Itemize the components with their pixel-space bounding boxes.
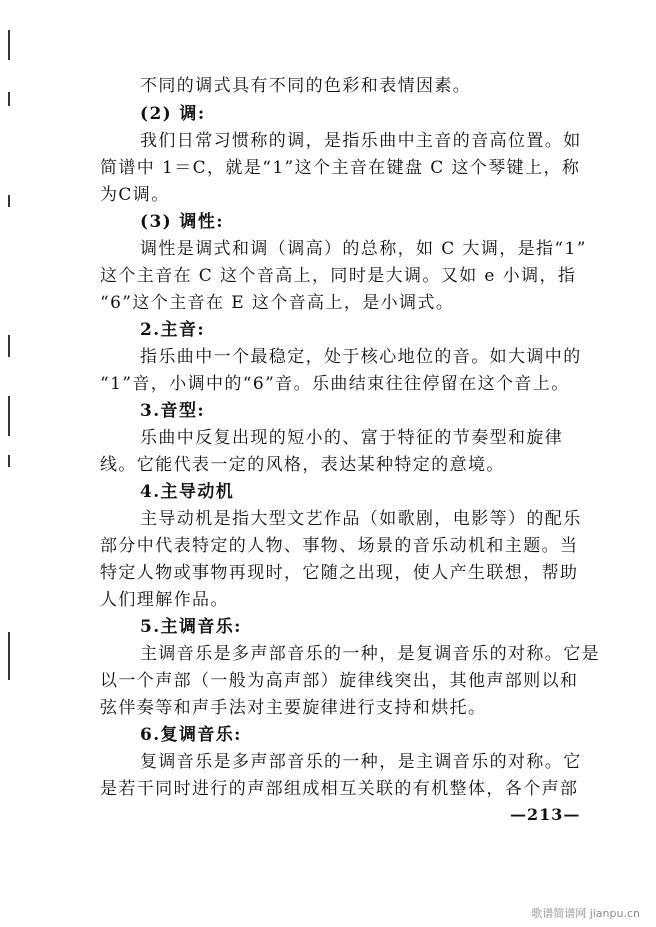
body-text-line: 不同的调式具有不同的色彩和表情因素。 bbox=[140, 76, 472, 96]
body-text-line: 简谱中 1＝C，就是“1”这个主音在键盘 C 这个琴键上，称 bbox=[100, 158, 581, 178]
body-text-line: 人们理解作品。 bbox=[100, 590, 229, 610]
body-text-line: “6”这个主音在 E 这个音高上，是小调式。 bbox=[100, 293, 455, 313]
section-heading: 4.主导动机 bbox=[140, 482, 235, 502]
body-text-line: 我们日常习惯称的调，是指乐曲中主音的音高位置。如 bbox=[140, 131, 582, 151]
body-text-line: 是若干同时进行的声部组成相互关联的有机整体，各个声部 bbox=[100, 779, 579, 799]
section-heading: 5.主调音乐: bbox=[140, 617, 242, 637]
body-text-line: 主调音乐是多声部音乐的一种，是复调音乐的对称。它是 bbox=[140, 644, 600, 664]
site-watermark: 歌谱简谱网 jianpu.cn bbox=[531, 907, 640, 920]
section-heading: 2.主音: bbox=[140, 320, 206, 340]
body-text-line: 为C调。 bbox=[100, 185, 170, 205]
body-text-line: 弦伴奏等和声手法对主要旋律进行支持和烘托。 bbox=[100, 698, 487, 718]
body-text-line: 指乐曲中一个最稳定，处于核心地位的音。如大调中的 bbox=[140, 347, 582, 367]
section-heading: (3) 调性: bbox=[140, 212, 224, 232]
section-heading: (2) 调: bbox=[140, 104, 206, 124]
body-text-line: “1”音，小调中的“6”音。乐曲结束往往停留在这个音上。 bbox=[100, 374, 570, 394]
body-text-line: 以一个声部（一般为高声部）旋律线突出，其他声部则以和 bbox=[100, 671, 579, 691]
page-number: —213— bbox=[510, 805, 581, 824]
body-text-line: 主导动机是指大型文艺作品（如歌剧，电影等）的配乐 bbox=[140, 509, 582, 529]
body-text-line: 调性是调式和调（调高）的总称，如 C 大调，是指“1” bbox=[140, 239, 587, 259]
body-text-line: 特定人物或事物再现时，它随之出现，使人产生联想，帮助 bbox=[100, 563, 579, 583]
section-heading: 6.复调音乐: bbox=[140, 725, 242, 745]
section-heading: 3.音型: bbox=[140, 401, 206, 421]
body-text-line: 乐曲中反复出现的短小的、富于特征的节奏型和旋律 bbox=[140, 428, 564, 448]
body-text-line: 这个主音在 C 这个音高上，同时是大调。又如 e 小调，指 bbox=[100, 266, 577, 286]
body-text-line: 线。它能代表一定的风格，表达某种特定的意境。 bbox=[100, 455, 505, 475]
body-text-line: 部分中代表特定的人物、事物、场景的音乐动机和主题。当 bbox=[100, 536, 579, 556]
body-text-line: 复调音乐是多声部音乐的一种，是主调音乐的对称。它 bbox=[140, 752, 582, 772]
